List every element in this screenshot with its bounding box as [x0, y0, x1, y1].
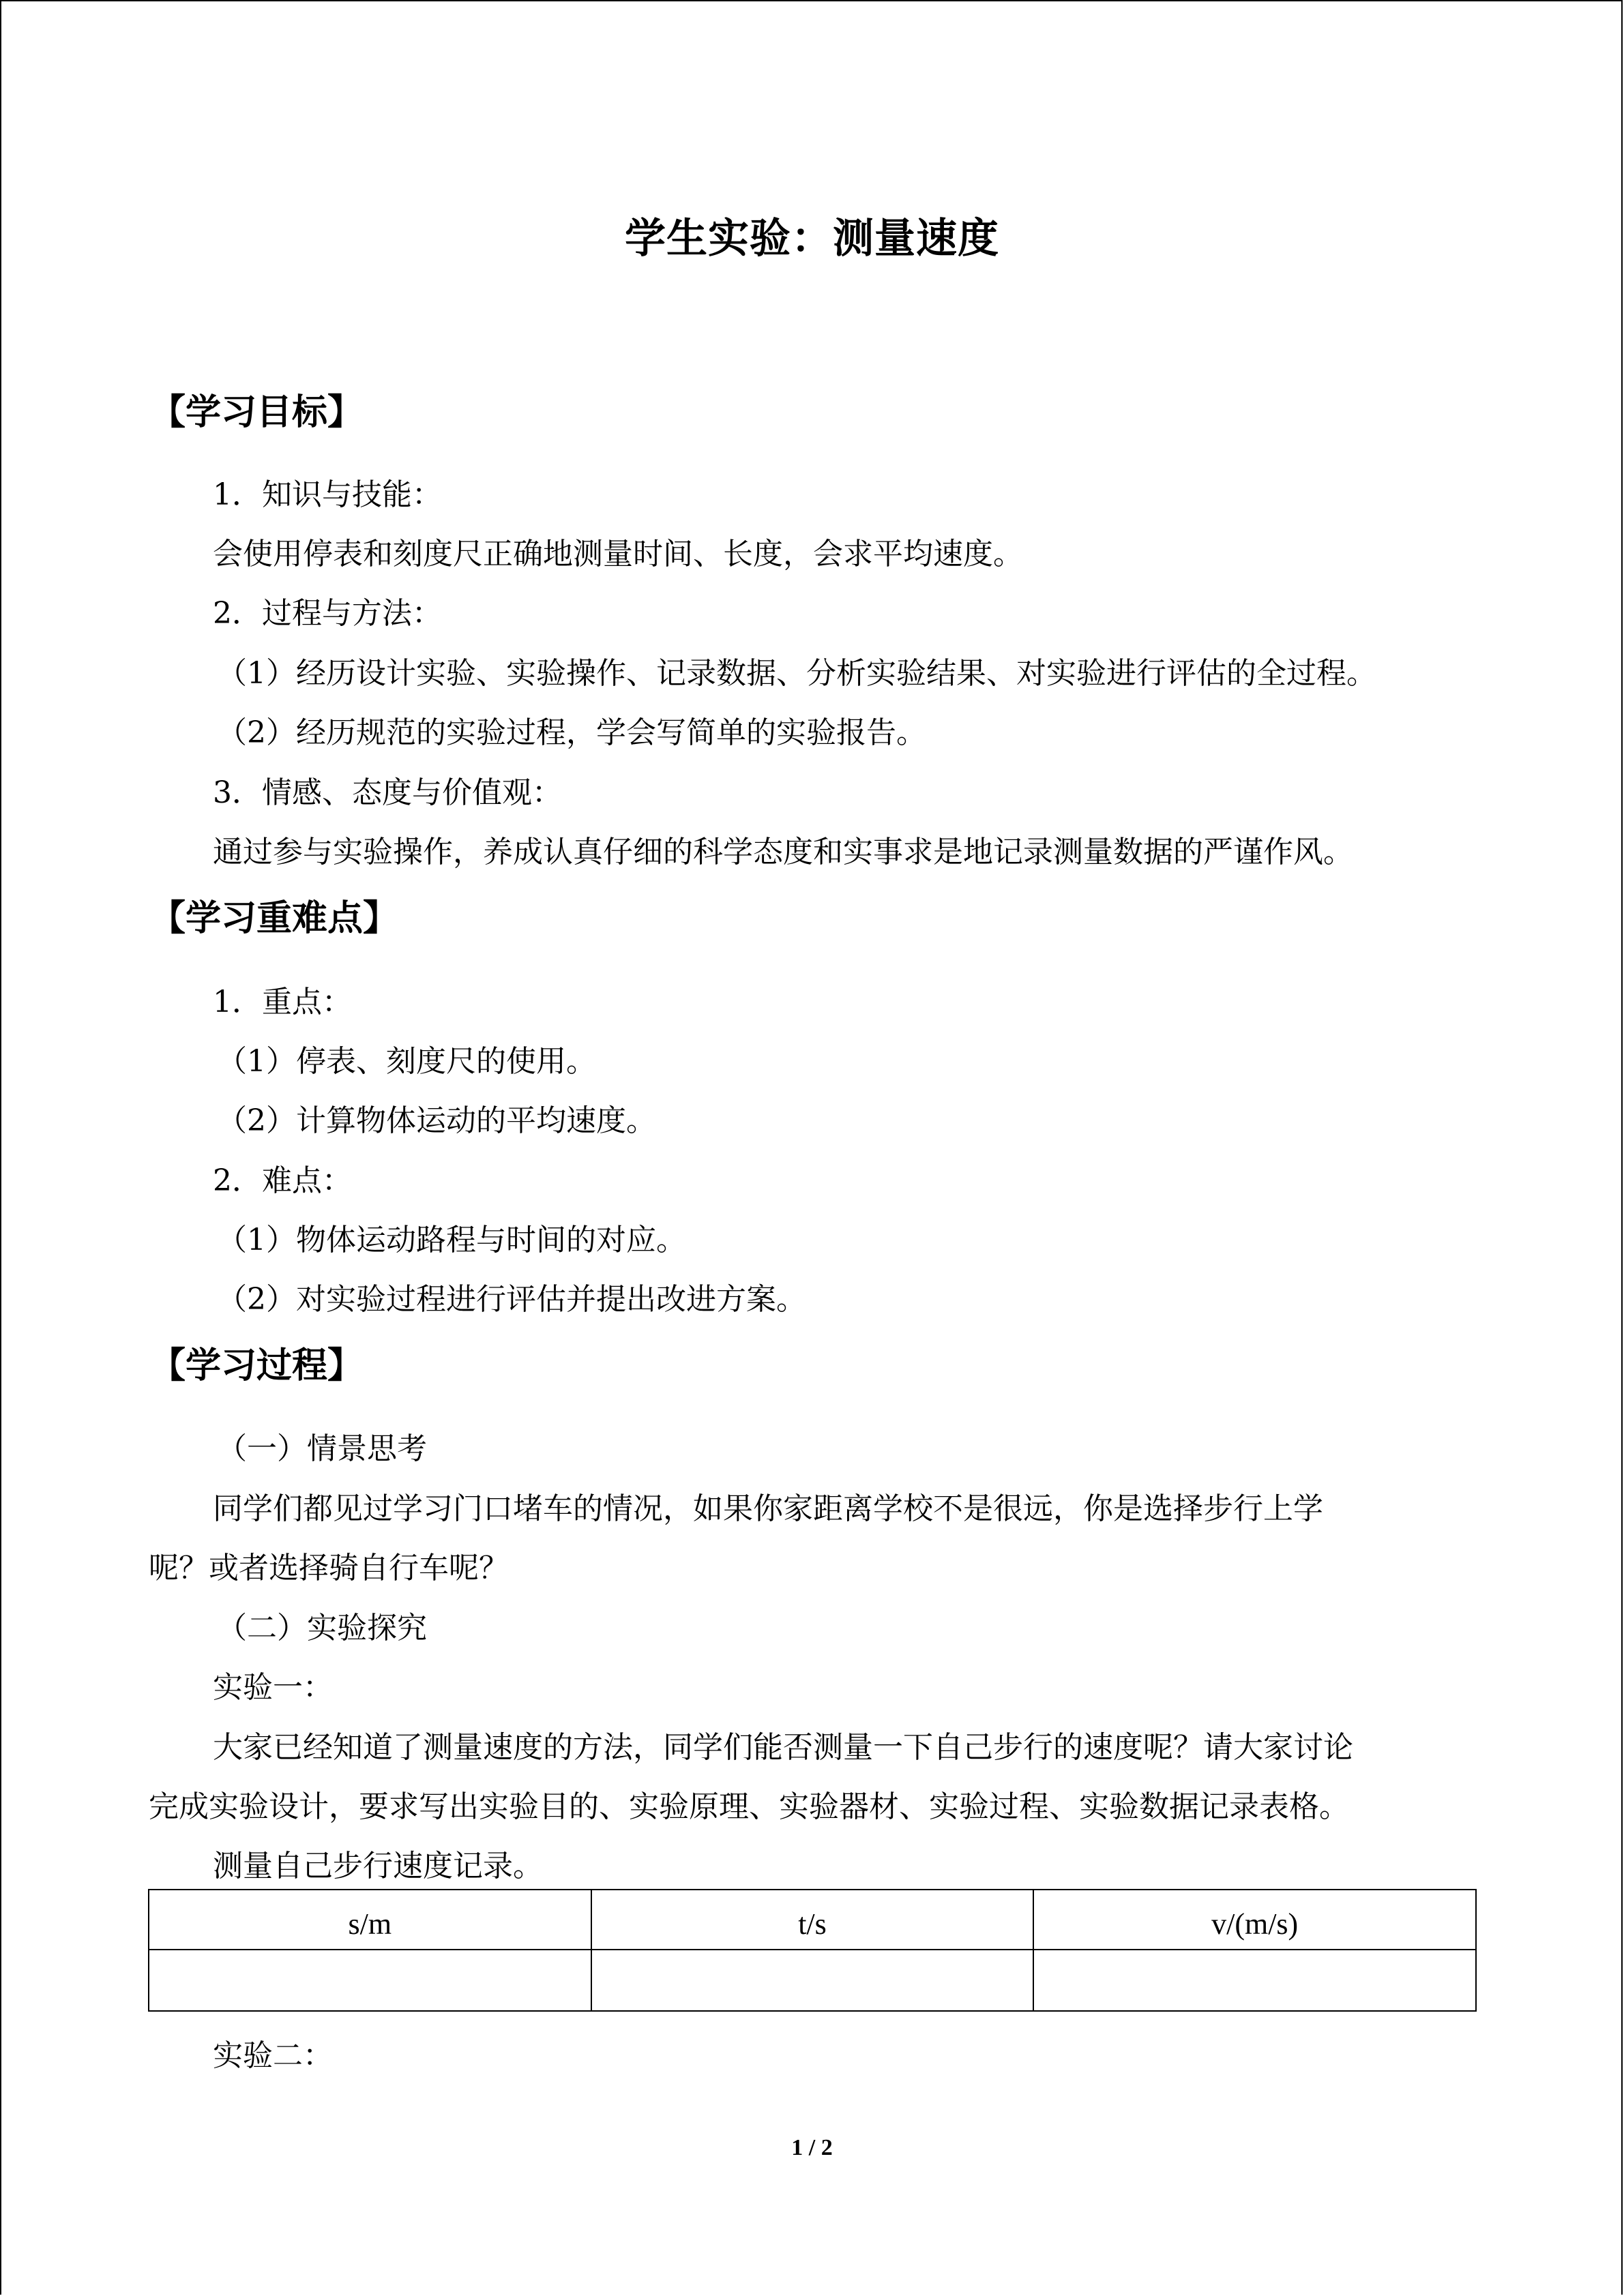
process-line: 同学们都见过学习门口堵车的情况，如果你家距离学校不是很远，你是选择步行上学 [213, 1491, 1323, 1526]
goal-line: 1．知识与技能： [213, 477, 442, 512]
table-cell [149, 1950, 591, 2011]
table-cell [1033, 1950, 1476, 2011]
table-header-time: t/s [591, 1890, 1034, 1950]
process-line: 完成实验设计，要求写出实验目的、实验原理、实验器材、实验过程、实验数据记录表格。 [149, 1789, 1349, 1824]
goal-line: （2）经历规范的实验过程，学会写简单的实验报告。 [217, 715, 926, 750]
goal-line: 通过参与实验操作，养成认真仔细的科学态度和实事求是地记录测量数据的严谨作风。 [213, 835, 1353, 869]
table-cell [591, 1950, 1034, 2011]
goal-line: 3．情感、态度与价值观： [213, 775, 562, 810]
process-subheading: （二）实验探究 [217, 1611, 427, 1645]
goal-line: 会使用停表和刻度尺正确地测量时间、长度，会求平均速度。 [213, 537, 1023, 571]
table-caption: 测量自己步行速度记录。 [213, 1849, 543, 1883]
process-line: 实验二： [213, 2038, 333, 2073]
page-number: 1 / 2 [791, 2135, 833, 2160]
key-point-line: （2）计算物体运动的平均速度。 [217, 1103, 656, 1138]
table-row [149, 1950, 1476, 2011]
goal-line: （1）经历设计实验、实验操作、记录数据、分析实验结果、对实验进行评估的全过程。 [217, 656, 1376, 691]
key-point-line: （1）物体运动路程与时间的对应。 [217, 1223, 686, 1257]
key-point-line: （2）对实验过程进行评估并提出改进方案。 [217, 1282, 806, 1317]
table-header-velocity: v/(m/s) [1033, 1890, 1476, 1950]
process-line: 大家已经知道了测量速度的方法，同学们能否测量一下自己步行的速度呢？请大家讨论 [213, 1730, 1353, 1765]
page-title: 学生实验：测量速度 [625, 215, 999, 263]
section-heading-key-points: 【学习重难点】 [150, 897, 399, 939]
table-header-distance: s/m [149, 1890, 591, 1950]
table-header-row [149, 1890, 1476, 1950]
walking-speed-table [148, 1889, 1477, 2012]
key-point-line: 1．重点： [213, 985, 352, 1019]
process-line: 呢？或者选择骑自行车呢？ [149, 1551, 509, 1585]
key-point-line: （1）停表、刻度尺的使用。 [217, 1044, 596, 1079]
goal-line: 2．过程与方法： [213, 596, 442, 631]
process-line: 实验一： [213, 1670, 333, 1705]
section-heading-goals: 【学习目标】 [150, 391, 364, 433]
key-point-line: 2．难点： [213, 1163, 352, 1198]
process-subheading: （一）情景思考 [217, 1431, 427, 1466]
section-heading-process: 【学习过程】 [150, 1345, 364, 1386]
